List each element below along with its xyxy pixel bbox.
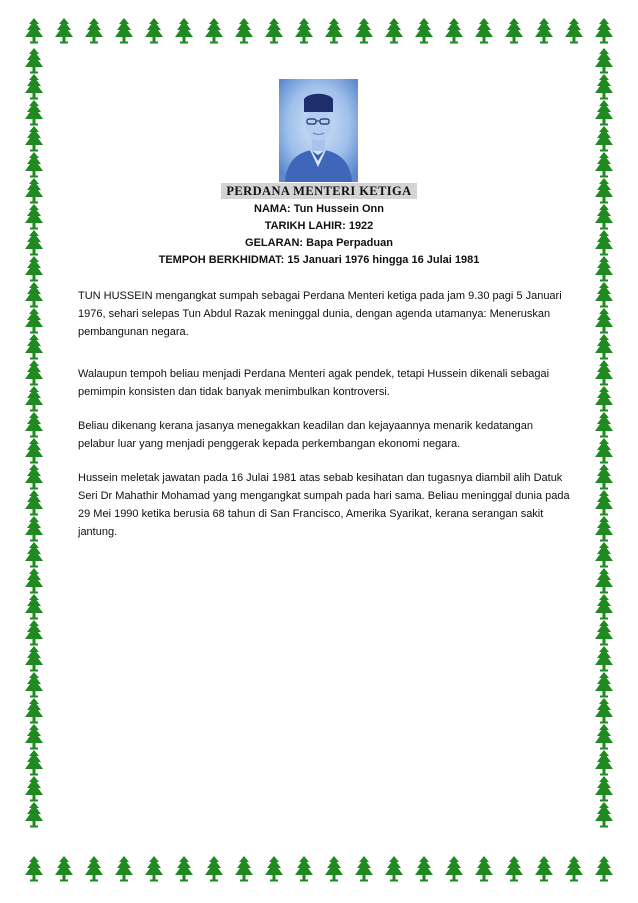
portrait-photo xyxy=(279,79,358,182)
pine-tree-icon xyxy=(24,516,44,542)
info-tempoh: TEMPOH BERKHIDMAT: 15 Januari 1976 hingga 16 Julai 1981 xyxy=(158,254,480,266)
tree-border-top xyxy=(24,18,614,44)
pine-tree-icon xyxy=(174,856,194,882)
pine-tree-icon xyxy=(24,334,44,360)
pine-tree-icon xyxy=(594,360,614,386)
pine-tree-icon xyxy=(24,360,44,386)
pine-tree-icon xyxy=(594,178,614,204)
pine-tree-icon xyxy=(324,18,344,44)
pine-tree-icon xyxy=(414,856,434,882)
pine-tree-icon xyxy=(24,74,44,100)
paragraph-sumpah: TUN HUSSEIN mengangkat sumpah sebagai Perdana Menteri ketiga pada jam 9.30 pagi 5 Januari 1976, sehari selepas Tun Abdul Razak meninggal dunia, dengan agenda utamanya: Meneruskan pembangunan negara. xyxy=(78,290,562,338)
pine-tree-icon xyxy=(144,18,164,44)
pine-tree-icon xyxy=(594,750,614,776)
info-tarikh-lahir: TARIKH LAHIR: 1922 xyxy=(264,220,374,232)
pine-tree-icon xyxy=(594,308,614,334)
pine-tree-icon xyxy=(24,490,44,516)
pine-tree-icon xyxy=(84,18,104,44)
pine-tree-icon xyxy=(24,776,44,802)
pine-tree-icon xyxy=(594,412,614,438)
paragraph-tempoh: Walaupun tempoh beliau menjadi Perdana Menteri agak pendek, tetapi Hussein dikenali sebagai pemimpin konsisten dan tidak banyak menimbulkan kontroversi. xyxy=(78,368,550,398)
pine-tree-icon xyxy=(594,204,614,230)
pine-tree-icon xyxy=(594,646,614,672)
pine-tree-icon xyxy=(324,856,344,882)
paragraph-jasa: Beliau dikenang kerana jasanya menegakkan keadilan dan kejayaannya menarik kedatangan pelabur luar yang menjadi penggerak kepada perkembangan ekonomi negara. xyxy=(78,420,533,450)
pine-tree-icon xyxy=(474,856,494,882)
pine-tree-icon xyxy=(594,802,614,828)
pine-tree-icon xyxy=(24,802,44,828)
pine-tree-icon xyxy=(594,856,614,882)
pine-tree-icon xyxy=(594,282,614,308)
pine-tree-icon xyxy=(264,18,284,44)
pine-tree-icon xyxy=(24,412,44,438)
pine-tree-icon xyxy=(24,386,44,412)
body-content xyxy=(78,287,572,557)
pine-tree-icon xyxy=(594,74,614,100)
pine-tree-icon xyxy=(384,18,404,44)
pine-tree-icon xyxy=(594,464,614,490)
pine-tree-icon xyxy=(594,152,614,178)
pine-tree-icon xyxy=(24,724,44,750)
pine-tree-icon xyxy=(594,100,614,126)
pine-tree-icon xyxy=(234,18,254,44)
pine-tree-icon xyxy=(24,100,44,126)
pine-tree-icon xyxy=(594,386,614,412)
pine-tree-icon xyxy=(114,18,134,44)
pine-tree-icon xyxy=(534,856,554,882)
pine-tree-icon xyxy=(24,646,44,672)
pine-tree-icon xyxy=(84,856,104,882)
pine-tree-icon xyxy=(594,438,614,464)
pine-tree-icon xyxy=(234,856,254,882)
pine-tree-icon xyxy=(564,856,584,882)
pine-tree-icon xyxy=(594,490,614,516)
pine-tree-icon xyxy=(24,230,44,256)
tree-border-bottom xyxy=(24,856,614,882)
pine-tree-icon xyxy=(594,568,614,594)
pine-tree-icon xyxy=(24,620,44,646)
pine-tree-icon xyxy=(564,18,584,44)
pine-tree-icon xyxy=(354,856,374,882)
pine-tree-icon xyxy=(474,18,494,44)
pine-tree-icon xyxy=(24,204,44,230)
info-nama: NAMA: Tun Hussein Onn xyxy=(254,203,384,215)
pine-tree-icon xyxy=(24,438,44,464)
pine-tree-icon xyxy=(264,856,284,882)
pine-tree-icon xyxy=(594,334,614,360)
pine-tree-icon xyxy=(444,856,464,882)
pine-tree-icon xyxy=(24,126,44,152)
pine-tree-icon xyxy=(444,18,464,44)
pine-tree-icon xyxy=(24,256,44,282)
pine-tree-icon xyxy=(534,18,554,44)
pine-tree-icon xyxy=(24,698,44,724)
pine-tree-icon xyxy=(594,620,614,646)
pine-tree-icon xyxy=(144,856,164,882)
tree-border-left xyxy=(24,48,44,828)
pine-tree-icon xyxy=(24,856,44,882)
pine-tree-icon xyxy=(24,542,44,568)
pine-tree-icon xyxy=(414,18,434,44)
pine-tree-icon xyxy=(594,48,614,74)
pine-tree-icon xyxy=(24,594,44,620)
pine-tree-icon xyxy=(594,672,614,698)
pine-tree-icon xyxy=(174,18,194,44)
pine-tree-icon xyxy=(594,698,614,724)
pine-tree-icon xyxy=(384,856,404,882)
pine-tree-icon xyxy=(594,594,614,620)
pine-tree-icon xyxy=(24,18,44,44)
pine-tree-icon xyxy=(204,856,224,882)
pine-tree-icon xyxy=(24,282,44,308)
pine-tree-icon xyxy=(504,18,524,44)
pine-tree-icon xyxy=(294,18,314,44)
pine-tree-icon xyxy=(54,18,74,44)
pine-tree-icon xyxy=(114,856,134,882)
pine-tree-icon xyxy=(24,568,44,594)
pine-tree-icon xyxy=(594,542,614,568)
pine-tree-icon xyxy=(594,230,614,256)
pine-tree-icon xyxy=(204,18,224,44)
info-gelaran: GELARAN: Bapa Perpaduan xyxy=(245,237,393,249)
pine-tree-icon xyxy=(594,724,614,750)
pine-tree-icon xyxy=(24,750,44,776)
pine-tree-icon xyxy=(24,464,44,490)
pine-tree-icon xyxy=(504,856,524,882)
pine-tree-icon xyxy=(594,18,614,44)
tree-border-right xyxy=(594,48,614,828)
pine-tree-icon xyxy=(594,776,614,802)
pine-tree-icon xyxy=(24,178,44,204)
pine-tree-icon xyxy=(594,516,614,542)
pine-tree-icon xyxy=(24,308,44,334)
pine-tree-icon xyxy=(354,18,374,44)
pine-tree-icon xyxy=(594,256,614,282)
pine-tree-icon xyxy=(24,48,44,74)
pine-tree-icon xyxy=(24,152,44,178)
pine-tree-icon xyxy=(24,672,44,698)
heading-title: PERDANA MENTERI KETIGA xyxy=(221,183,417,199)
pine-tree-icon xyxy=(294,856,314,882)
paragraph-letak-jawatan: Hussein meletak jawatan pada 16 Julai 1981 atas sebab kesihatan dan tugasnya diambil alih Datuk Seri Dr Mahathir Mohamad yang mengangkat sumpah pada hari sama. Beliau meninggal dunia pada 29 Mei 1990 ketika berusia 68 tahun di San Francisco, Amerika Syarikat, kerana serangan sakit jantung. xyxy=(78,472,570,538)
pine-tree-icon xyxy=(54,856,74,882)
pine-tree-icon xyxy=(594,126,614,152)
